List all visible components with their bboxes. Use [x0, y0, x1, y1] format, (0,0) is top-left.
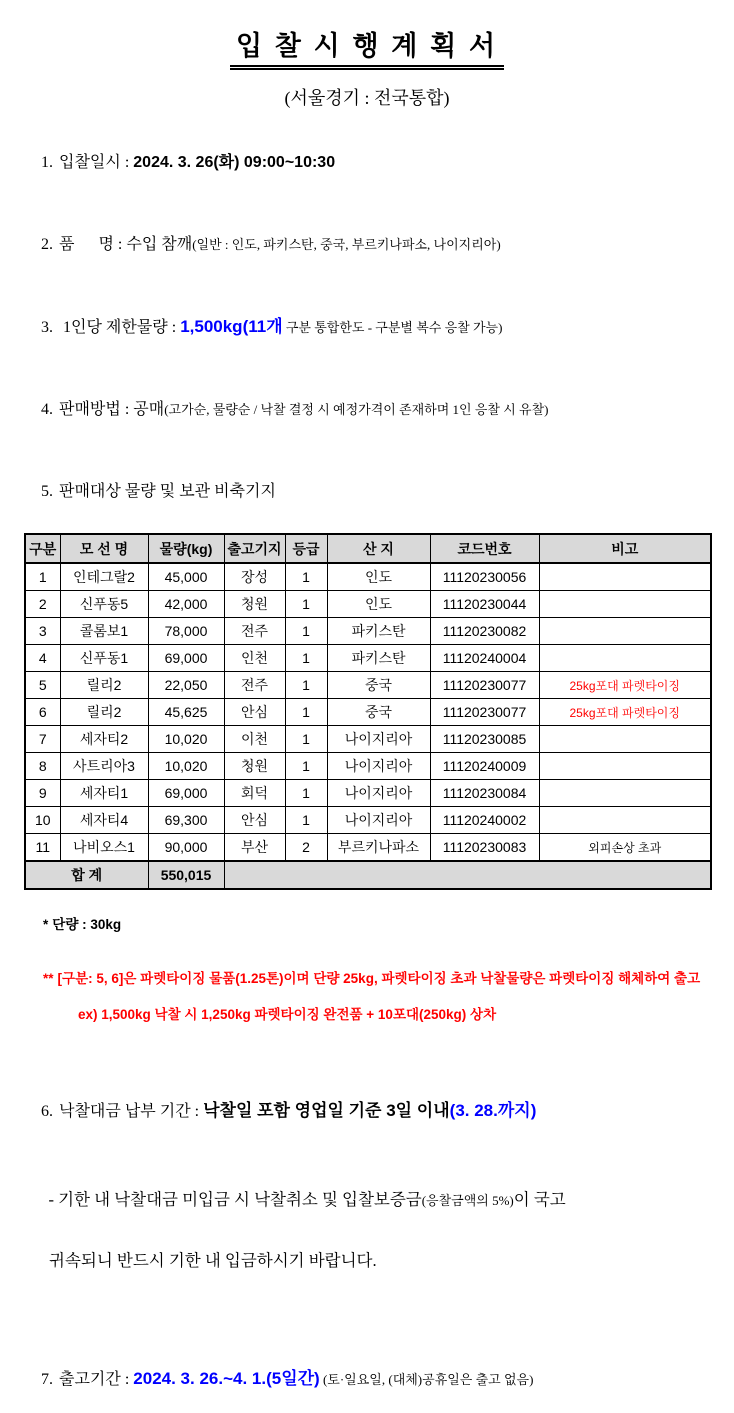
table-row [25, 753, 711, 780]
cell-no: 9 [25, 780, 60, 807]
cell-vessel: 릴리2 [60, 699, 148, 726]
cell-remark: 25kg포대 파렛타이징 [539, 699, 711, 726]
product-detail: (일반 : 인도, 파키스탄, 중국, 부르키나파소, 나이지리아) [192, 237, 501, 252]
cell-remark [539, 591, 711, 618]
table-header-row [25, 534, 711, 563]
cell-no: 2 [25, 591, 60, 618]
note-palletizing-line2: ex) 1,500kg 낙찰 시 1,250kg 파렛타이징 완전품 + 10포대(250kg) 상차 [78, 1007, 497, 1022]
cell-no: 10 [25, 807, 60, 834]
cell-code: 11120240004 [430, 645, 539, 672]
note-palletizing [28, 952, 734, 1060]
cell-qty: 22,050 [148, 672, 224, 699]
cell-origin: 파키스탄 [327, 618, 430, 645]
cell-remark [539, 753, 711, 780]
cell-qty: 10,020 [148, 753, 224, 780]
total-qty: 550,015 [148, 861, 224, 889]
table-row [25, 563, 711, 591]
item-number: 2. [41, 236, 53, 253]
cell-origin: 나이지리아 [327, 753, 430, 780]
cell-origin: 파키스탄 [327, 645, 430, 672]
cell-grade: 1 [285, 726, 327, 753]
cell-origin: 인도 [327, 591, 430, 618]
cell-code: 11120240002 [430, 807, 539, 834]
table-row [25, 618, 711, 645]
cell-code: 11120240009 [430, 753, 539, 780]
asterisk-marker: * [43, 917, 49, 932]
cell-remark: 외피손상 초과 [539, 834, 711, 862]
sub-note-line2: 귀속되니 반드시 기한 내 입금하시기 바랍니다. [49, 1251, 377, 1270]
cell-qty: 69,300 [148, 807, 224, 834]
item-4-sale-method [25, 377, 709, 443]
cell-origin: 나이지리아 [327, 807, 430, 834]
item-number: 3. [41, 319, 53, 336]
cell-no: 8 [25, 753, 60, 780]
cell-grade: 1 [285, 618, 327, 645]
item-2-product-name [25, 212, 709, 278]
table-row [25, 699, 711, 726]
item-6-payment-period [25, 1078, 709, 1145]
item-label: 입찰일시 : [59, 154, 134, 171]
cell-vessel: 나비오스1 [60, 834, 148, 862]
item-7-release-period [25, 1346, 709, 1413]
cell-no: 5 [25, 672, 60, 699]
cell-no: 7 [25, 726, 60, 753]
item-number: 5. [41, 483, 53, 500]
cell-code: 11120230044 [430, 591, 539, 618]
cell-depot: 전주 [224, 672, 285, 699]
item-label: 출고기간 : [59, 1371, 134, 1388]
cell-no: 11 [25, 834, 60, 862]
item-6-sub-note [32, 1155, 709, 1336]
cell-grade: 1 [285, 672, 327, 699]
cell-origin: 인도 [327, 563, 430, 591]
bid-datetime-value: 2024. 3. 26(화) 09:00~10:30 [133, 154, 336, 171]
cell-depot: 회덕 [224, 780, 285, 807]
cell-vessel: 신푸동5 [60, 591, 148, 618]
cell-vessel: 신푸동1 [60, 645, 148, 672]
cell-remark [539, 563, 711, 591]
cell-grade: 1 [285, 591, 327, 618]
header-no: 구분 [25, 534, 60, 563]
cell-code: 11120230077 [430, 672, 539, 699]
cell-qty: 42,000 [148, 591, 224, 618]
cell-origin: 나이지리아 [327, 726, 430, 753]
item-label: 판매방법 : 공매 [59, 401, 165, 418]
header-code: 코드번호 [430, 534, 539, 563]
cell-vessel: 세자티2 [60, 726, 148, 753]
cell-vessel: 세자티1 [60, 780, 148, 807]
header-qty: 물량(kg) [148, 534, 224, 563]
limit-detail: 구분 통합한도 - 구분별 복수 응찰 가능) [282, 320, 503, 335]
cell-grade: 1 [285, 753, 327, 780]
cell-remark [539, 645, 711, 672]
cell-code: 11120230077 [430, 699, 539, 726]
sub-note-line1-end: 이 국고 [513, 1190, 566, 1209]
cell-qty: 69,000 [148, 645, 224, 672]
cell-qty: 69,000 [148, 780, 224, 807]
payment-deadline-bold: 낙찰일 포함 영업일 기준 3일 이내 [203, 1101, 450, 1120]
item-number: 1. [41, 154, 53, 171]
cell-code: 11120230085 [430, 726, 539, 753]
cell-vessel: 세자티4 [60, 807, 148, 834]
cell-depot: 인천 [224, 645, 285, 672]
item-1-bid-datetime [25, 130, 709, 196]
limit-quantity-value: 1,500kg(11개 [180, 317, 283, 336]
cell-origin: 중국 [327, 672, 430, 699]
cell-origin: 나이지리아 [327, 780, 430, 807]
cell-remark [539, 726, 711, 753]
cell-origin: 중국 [327, 699, 430, 726]
cell-no: 4 [25, 645, 60, 672]
cell-grade: 1 [285, 699, 327, 726]
page-subtitle: (서울경기 : 전국통합) [284, 88, 450, 108]
cell-qty: 10,020 [148, 726, 224, 753]
cell-vessel: 인테그랄2 [60, 563, 148, 591]
release-period-value: 2024. 3. 26.~4. 1.(5일간) [133, 1369, 320, 1388]
cell-no: 6 [25, 699, 60, 726]
total-row [25, 861, 711, 889]
header-grade: 등급 [285, 534, 327, 563]
cell-no: 1 [25, 563, 60, 591]
table-row [25, 591, 711, 618]
header-origin: 산 지 [327, 534, 430, 563]
cell-depot: 장성 [224, 563, 285, 591]
cell-depot: 안심 [224, 699, 285, 726]
item-number: 6. [41, 1103, 53, 1120]
cell-vessel: 사트리아3 [60, 753, 148, 780]
cell-vessel: 릴리2 [60, 672, 148, 699]
cell-depot: 이천 [224, 726, 285, 753]
item-label: 판매대상 물량 및 보관 비축기지 [59, 483, 276, 500]
payment-deadline-date: (3. 28.까지) [449, 1101, 537, 1120]
release-period-note: (토·일요일, (대체)공휴일은 출고 없음) [319, 1372, 534, 1387]
table-row [25, 834, 711, 862]
cell-grade: 1 [285, 645, 327, 672]
cell-qty: 78,000 [148, 618, 224, 645]
cell-depot: 청원 [224, 753, 285, 780]
sub-note-line1: - 기한 내 낙찰대금 미입금 시 낙찰취소 및 입찰보증금 [48, 1190, 422, 1209]
note-unit-text: 단량 : 30kg [52, 917, 122, 932]
cell-depot: 안심 [224, 807, 285, 834]
item-5-sale-target [25, 459, 709, 525]
sale-method-detail: (고가순, 물량순 / 낙찰 결정 시 예정가격이 존재하며 1인 응찰 시 유찰) [164, 402, 549, 417]
cell-depot: 청원 [224, 591, 285, 618]
cell-vessel: 콜롬보1 [60, 618, 148, 645]
cell-grade: 1 [285, 780, 327, 807]
item-label: 품 명 : 수입 참깨 [59, 236, 193, 253]
cell-qty: 45,000 [148, 563, 224, 591]
cell-remark [539, 807, 711, 834]
cell-remark [539, 780, 711, 807]
cell-qty: 45,625 [148, 699, 224, 726]
cell-code: 11120230056 [430, 563, 539, 591]
header-depot: 출고기지 [224, 534, 285, 563]
table-row [25, 807, 711, 834]
table-row [25, 780, 711, 807]
page-title: 입 찰 시 행 계 획 서 [230, 24, 504, 70]
cell-code: 11120230083 [430, 834, 539, 862]
cell-depot: 부산 [224, 834, 285, 862]
cargo-table [24, 533, 712, 890]
deposit-rate-small: (응찰금액의 5%) [421, 1193, 514, 1208]
total-empty [224, 861, 711, 889]
cell-code: 11120230082 [430, 618, 539, 645]
table-row [25, 645, 711, 672]
table-row [25, 726, 711, 753]
table-row [25, 672, 711, 699]
cell-no: 3 [25, 618, 60, 645]
cell-qty: 90,000 [148, 834, 224, 862]
cell-grade: 1 [285, 807, 327, 834]
cell-grade: 1 [285, 563, 327, 591]
cell-origin: 부르키나파소 [327, 834, 430, 862]
item-label: 1인당 제한물량 : [59, 319, 181, 336]
header-vessel: 모 선 명 [60, 534, 148, 563]
item-number: 7. [41, 1371, 53, 1388]
cell-remark: 25kg포대 파렛타이징 [539, 672, 711, 699]
cell-depot: 전주 [224, 618, 285, 645]
item-number: 4. [41, 401, 53, 418]
header-remark: 비고 [539, 534, 711, 563]
total-label: 합 계 [25, 861, 148, 889]
note-palletizing-line1: [구분: 5, 6]은 파렛타이징 물품(1.25톤)이며 단량 25kg, 파렛타이징 초과 낙찰물량은 파렛타이징 해체하여 출고 [57, 971, 701, 986]
double-asterisk-marker: ** [43, 971, 54, 986]
cell-grade: 2 [285, 834, 327, 862]
note-unit-weight [28, 898, 734, 952]
cell-code: 11120230084 [430, 780, 539, 807]
item-3-limit-quantity [25, 294, 709, 361]
cell-remark [539, 618, 711, 645]
item-label: 낙찰대금 납부 기간 : [59, 1103, 204, 1120]
